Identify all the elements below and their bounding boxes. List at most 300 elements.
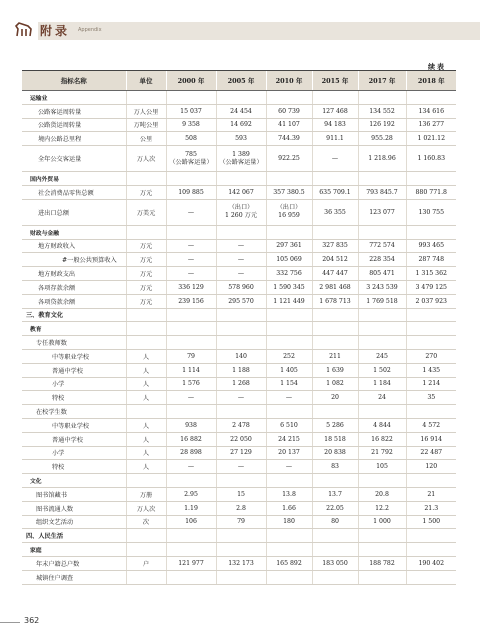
table-cell: — [166, 239, 216, 253]
table-cell: 1 000 [358, 515, 406, 529]
table-cell [406, 322, 456, 336]
table-cell: 60 739 [266, 104, 312, 118]
row-unit: 人 [126, 377, 166, 391]
row-label: 境内公路总里程 [22, 132, 126, 146]
table-cell [166, 91, 216, 105]
column-header: 单位 [126, 71, 166, 91]
row-label: 图书流通人数 [22, 501, 126, 515]
table-cell: 1 435 [406, 363, 456, 377]
table-cell [266, 225, 312, 239]
row-label: 普通中学校 [22, 363, 126, 377]
row-unit: 人 [126, 432, 166, 446]
row-unit [126, 91, 166, 105]
row-unit [126, 543, 166, 557]
table-row [22, 515, 456, 529]
table-row [22, 556, 456, 570]
table-cell [358, 543, 406, 557]
table-row [22, 529, 456, 543]
table-cell [216, 172, 266, 186]
table-cell: 22 487 [406, 446, 456, 460]
table-cell [216, 336, 266, 350]
row-label: 四、人民生活 [22, 529, 126, 543]
table-cell: 130 755 [406, 199, 456, 225]
table-cell: 1 188 [216, 363, 266, 377]
row-label: 地方财政收入 [22, 239, 126, 253]
table-row [22, 487, 456, 501]
row-unit [126, 529, 166, 543]
table-cell [406, 474, 456, 488]
table-cell [312, 308, 358, 322]
table-cell: 15 037 [166, 104, 216, 118]
column-header: 2005 年 [216, 71, 266, 91]
table-cell [406, 225, 456, 239]
table-cell: 938 [166, 418, 216, 432]
table-cell: — [216, 391, 266, 405]
table-cell: 3 479 125 [406, 280, 456, 294]
table-cell: 20 [312, 391, 358, 405]
row-unit: 万元 [126, 294, 166, 308]
table-cell: 1 315 362 [406, 267, 456, 281]
header-title: 附录 [40, 24, 71, 38]
table-row [22, 294, 456, 308]
table-cell: 922.25 [266, 146, 312, 172]
table-cell: 134 552 [358, 104, 406, 118]
row-unit: 人 [126, 446, 166, 460]
table-row [22, 377, 456, 391]
table-row [22, 146, 456, 172]
table-cell [406, 172, 456, 186]
table-cell [166, 172, 216, 186]
table-cell [358, 308, 406, 322]
row-label: 教育 [22, 322, 126, 336]
table-cell: 18 518 [312, 432, 358, 446]
row-unit: 人 [126, 363, 166, 377]
table-cell: 1 214 [406, 377, 456, 391]
table-cell: 183 050 [312, 556, 358, 570]
header-subtitle: Appendix [78, 27, 102, 33]
table-cell [266, 322, 312, 336]
table-row [22, 336, 456, 350]
table-cell [166, 336, 216, 350]
row-unit: 万人公里 [126, 104, 166, 118]
table-row [22, 199, 456, 225]
table-cell [266, 172, 312, 186]
table-cell: 3 243 539 [358, 280, 406, 294]
row-label: 年末户籍总户数 [22, 556, 126, 570]
table-cell [312, 543, 358, 557]
horse-logo-icon [14, 20, 34, 38]
table-cell [266, 91, 312, 105]
header-band [38, 22, 480, 40]
table-cell: 106 [166, 515, 216, 529]
row-label: 全年公交客运量 [22, 146, 126, 172]
table-cell: 126 192 [358, 118, 406, 132]
table-cell [358, 474, 406, 488]
row-label: 三、教育文化 [22, 308, 126, 322]
table-cell: 1 184 [358, 377, 406, 391]
row-label: 组织文艺活动 [22, 515, 126, 529]
table-cell [358, 570, 406, 584]
row-label: 专任教师数 [22, 336, 126, 350]
table-row [22, 418, 456, 432]
column-header: 指标名称 [22, 71, 126, 91]
table-cell: — [216, 253, 266, 267]
table-cell: 744.39 [266, 132, 312, 146]
table-cell [266, 308, 312, 322]
row-label: #一般公共预算收入 [22, 253, 126, 267]
table-cell: 1 114 [166, 363, 216, 377]
table-cell: 132 173 [216, 556, 266, 570]
table-cell: 79 [166, 349, 216, 363]
page-footer [0, 612, 480, 642]
table-cell [312, 225, 358, 239]
table-cell: 142 067 [216, 185, 266, 199]
table-cell: 22.05 [312, 501, 358, 515]
table-cell: 508 [166, 132, 216, 146]
table-cell: 2 037 923 [406, 294, 456, 308]
table-cell [406, 543, 456, 557]
column-header: 2018 年 [406, 71, 456, 91]
table-cell: 20 838 [312, 446, 358, 460]
table-row [22, 308, 456, 322]
table-cell: — [266, 460, 312, 474]
row-unit: 万元 [126, 267, 166, 281]
table-cell: 21 792 [358, 446, 406, 460]
table-cell [266, 543, 312, 557]
table-row [22, 267, 456, 281]
table-cell [216, 91, 266, 105]
table-cell: 1.66 [266, 501, 312, 515]
row-label: 文化 [22, 474, 126, 488]
table-cell: 635 709.1 [312, 185, 358, 199]
table-cell: 1 268 [216, 377, 266, 391]
table-cell: 1 678 713 [312, 294, 358, 308]
table-row [22, 501, 456, 515]
table-cell: 105 069 [266, 253, 312, 267]
row-label: 普通中学校 [22, 432, 126, 446]
table-cell: 955.28 [358, 132, 406, 146]
table-cell: 120 [406, 460, 456, 474]
table-cell: 1 218.96 [358, 146, 406, 172]
row-unit: 人 [126, 349, 166, 363]
row-label: 在校学生数 [22, 405, 126, 419]
table-row [22, 460, 456, 474]
row-unit: 人 [126, 391, 166, 405]
column-header: 2015 年 [312, 71, 358, 91]
table-cell: 357 380.5 [266, 185, 312, 199]
table-cell: 27 129 [216, 446, 266, 460]
table-cell: 15 [216, 487, 266, 501]
table-cell: 880 771.8 [406, 185, 456, 199]
table-cell: 1 576 [166, 377, 216, 391]
table-cell [166, 322, 216, 336]
page-header [0, 0, 480, 50]
row-unit: 次 [126, 515, 166, 529]
table-cell: — [166, 267, 216, 281]
table-cell: 805 471 [358, 267, 406, 281]
row-unit [126, 225, 166, 239]
table-cell: 332 756 [266, 267, 312, 281]
table-cell [406, 91, 456, 105]
row-label: 小学 [22, 446, 126, 460]
row-label: 家庭 [22, 543, 126, 557]
row-unit [126, 172, 166, 186]
row-unit: 万册 [126, 487, 166, 501]
table-cell: 21 [406, 487, 456, 501]
table-cell: 20 137 [266, 446, 312, 460]
row-label: 小学 [22, 377, 126, 391]
row-label: 中等职业学校 [22, 349, 126, 363]
table-cell: 1 021.12 [406, 132, 456, 146]
table-cell [312, 529, 358, 543]
row-unit: 人 [126, 418, 166, 432]
row-label: 特校 [22, 391, 126, 405]
table-cell: 79 [216, 515, 266, 529]
table-cell [216, 322, 266, 336]
table-cell: — [216, 239, 266, 253]
table-cell: 793 845.7 [358, 185, 406, 199]
table-row [22, 172, 456, 186]
row-label: 各项存款余额 [22, 280, 126, 294]
table-row [22, 118, 456, 132]
table-row [22, 391, 456, 405]
table-row [22, 253, 456, 267]
column-header: 2017 年 [358, 71, 406, 91]
row-unit: 万吨公里 [126, 118, 166, 132]
table-row [22, 239, 456, 253]
table-cell [216, 529, 266, 543]
row-unit: 万人次 [126, 146, 166, 172]
table-cell: — [216, 460, 266, 474]
table-cell [406, 336, 456, 350]
table-cell [312, 172, 358, 186]
table-cell: 24 215 [266, 432, 312, 446]
table-cell: 1 121 449 [266, 294, 312, 308]
table-row [22, 543, 456, 557]
table-row [22, 474, 456, 488]
table-cell: 1 160.83 [406, 146, 456, 172]
table-cell: 578 960 [216, 280, 266, 294]
table-cell: 772 574 [358, 239, 406, 253]
table-cell: 5 286 [312, 418, 358, 432]
table-cell [166, 405, 216, 419]
table-cell [312, 322, 358, 336]
table-cell [358, 405, 406, 419]
table-cell: 20.8 [358, 487, 406, 501]
table-cell: 136 277 [406, 118, 456, 132]
row-unit: 万美元 [126, 199, 166, 225]
column-header: 2010 年 [266, 71, 312, 91]
page-number: 362 [24, 616, 40, 625]
statistics-table [22, 70, 456, 585]
continued-label: 续表 [428, 63, 446, 71]
table-cell: — [312, 146, 358, 172]
table-cell: 2.95 [166, 487, 216, 501]
row-unit: 万元 [126, 185, 166, 199]
table-cell: 188 782 [358, 556, 406, 570]
table-cell: 1 500 [406, 515, 456, 529]
table-cell [216, 225, 266, 239]
table-cell [406, 308, 456, 322]
row-label: 中等职业学校 [22, 418, 126, 432]
table-cell: 28 898 [166, 446, 216, 460]
row-unit: 公里 [126, 132, 166, 146]
table-cell: 105 [358, 460, 406, 474]
table-cell: 1 502 [358, 363, 406, 377]
table-cell: — [166, 199, 216, 225]
row-unit [126, 405, 166, 419]
table-cell: 12.2 [358, 501, 406, 515]
table-row [22, 132, 456, 146]
table-row [22, 446, 456, 460]
table-cell: 36 355 [312, 199, 358, 225]
table-cell: 245 [358, 349, 406, 363]
table-cell: 180 [266, 515, 312, 529]
table-cell: 41 107 [266, 118, 312, 132]
table-row [22, 363, 456, 377]
table-cell: 14 692 [216, 118, 266, 132]
table-cell: 13.8 [266, 487, 312, 501]
row-label: 社会消费品零售总额 [22, 185, 126, 199]
table-cell: 327 835 [312, 239, 358, 253]
table-cell: 165 892 [266, 556, 312, 570]
row-label: 进出口总额 [22, 199, 126, 225]
table-cell: 127 468 [312, 104, 358, 118]
table-cell [406, 529, 456, 543]
table-cell: — [266, 391, 312, 405]
table-cell [216, 405, 266, 419]
table-cell: 190 402 [406, 556, 456, 570]
table-row [22, 349, 456, 363]
table-cell [166, 474, 216, 488]
row-unit [126, 308, 166, 322]
table-cell: 16 822 [358, 432, 406, 446]
table-cell: 1 389 （公路客运量） [216, 146, 266, 172]
table-cell: 228 354 [358, 253, 406, 267]
table-row [22, 104, 456, 118]
table-cell: — [216, 267, 266, 281]
table-cell: 6 510 [266, 418, 312, 432]
row-label: 城镇住户调查 [22, 570, 126, 584]
table-cell: 24 454 [216, 104, 266, 118]
row-unit [126, 570, 166, 584]
table-cell: 295 570 [216, 294, 266, 308]
table-cell: 13.7 [312, 487, 358, 501]
row-label: 公路客运周转量 [22, 104, 126, 118]
table-cell: 94 183 [312, 118, 358, 132]
table-cell: 447 447 [312, 267, 358, 281]
table-cell [216, 543, 266, 557]
table-cell [406, 570, 456, 584]
table-row [22, 225, 456, 239]
table-cell [358, 529, 406, 543]
row-label: 国内外贸易 [22, 172, 126, 186]
table-cell: — [166, 460, 216, 474]
table-cell: 109 885 [166, 185, 216, 199]
table-cell: 22 050 [216, 432, 266, 446]
row-label: 运输业 [22, 91, 126, 105]
table-row [22, 185, 456, 199]
table-cell [266, 405, 312, 419]
table-cell: 4 572 [406, 418, 456, 432]
table-cell: 593 [216, 132, 266, 146]
table-cell [358, 225, 406, 239]
table-cell: 16 882 [166, 432, 216, 446]
table-row [22, 570, 456, 584]
table-cell: 270 [406, 349, 456, 363]
table-cell: 911.1 [312, 132, 358, 146]
table-cell [166, 529, 216, 543]
row-unit: 万人次 [126, 501, 166, 515]
table-cell: 993 465 [406, 239, 456, 253]
table-cell [312, 336, 358, 350]
table-cell [312, 91, 358, 105]
row-unit: 户 [126, 556, 166, 570]
table-cell [312, 405, 358, 419]
table-cell [312, 474, 358, 488]
table-cell: 9 358 [166, 118, 216, 132]
table-cell: 1 082 [312, 377, 358, 391]
row-unit: 万元 [126, 280, 166, 294]
table-cell: — [166, 253, 216, 267]
table-row [22, 280, 456, 294]
table-cell: 134 616 [406, 104, 456, 118]
table-cell [216, 570, 266, 584]
table-cell [166, 570, 216, 584]
row-label: 图书馆藏书 [22, 487, 126, 501]
table-cell: 4 844 [358, 418, 406, 432]
table-row [22, 432, 456, 446]
table-cell [358, 336, 406, 350]
table-cell [216, 474, 266, 488]
table-cell: 35 [406, 391, 456, 405]
table-cell [266, 570, 312, 584]
table-cell: 16 914 [406, 432, 456, 446]
table-cell: 1 590 345 [266, 280, 312, 294]
row-label: 各项贷款余额 [22, 294, 126, 308]
table-cell [266, 336, 312, 350]
table-cell [406, 405, 456, 419]
table-cell: （出口） 1 260 万元 [216, 199, 266, 225]
table-cell: 83 [312, 460, 358, 474]
table-cell [358, 91, 406, 105]
table-cell: （出口） 16 959 [266, 199, 312, 225]
table-cell: 1 405 [266, 363, 312, 377]
table-cell: 252 [266, 349, 312, 363]
table-cell: 1 769 518 [358, 294, 406, 308]
table-cell: 21.3 [406, 501, 456, 515]
table-header-row [22, 71, 456, 91]
table-cell [166, 308, 216, 322]
table-cell: 211 [312, 349, 358, 363]
table-cell: 121 977 [166, 556, 216, 570]
table-cell [266, 474, 312, 488]
table-cell: 1.19 [166, 501, 216, 515]
table-cell: 80 [312, 515, 358, 529]
footer-rule [0, 622, 20, 623]
table-cell [166, 225, 216, 239]
table-cell: 2 981 468 [312, 280, 358, 294]
table-cell [358, 172, 406, 186]
table-cell [266, 529, 312, 543]
table-cell: 1 154 [266, 377, 312, 391]
table-cell [312, 570, 358, 584]
table-cell: 140 [216, 349, 266, 363]
row-unit: 万元 [126, 253, 166, 267]
table-cell: 2 478 [216, 418, 266, 432]
row-unit: 人 [126, 460, 166, 474]
table-row [22, 91, 456, 105]
